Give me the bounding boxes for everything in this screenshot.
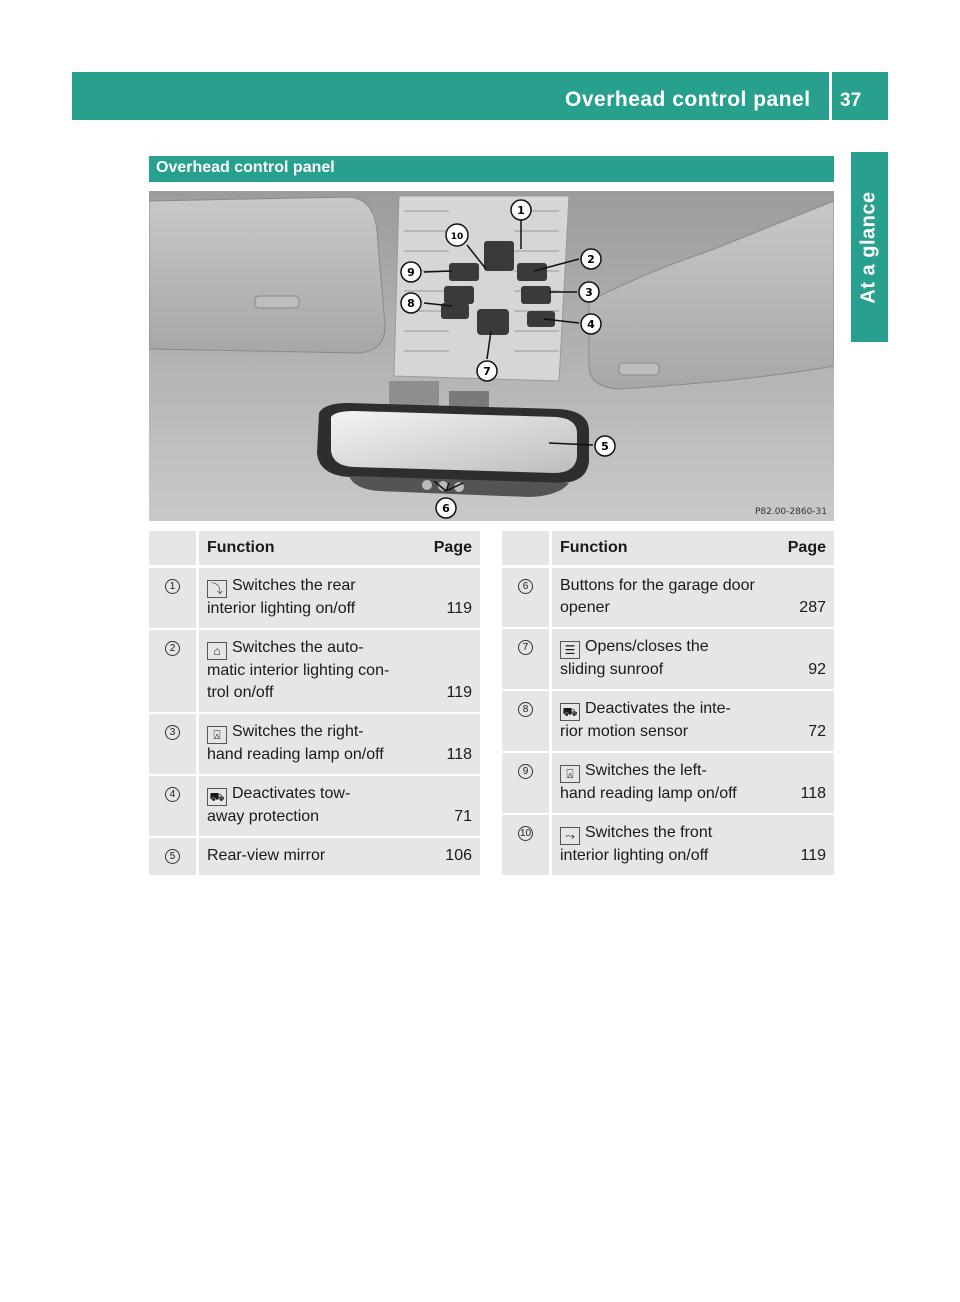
table-row [502, 568, 834, 629]
function-text-line1: Switches the front [585, 824, 713, 841]
overhead-panel-photo [149, 191, 834, 521]
function-text-line2: rior motion sensor [560, 723, 689, 740]
row-number [502, 629, 552, 691]
header-divider [829, 72, 832, 120]
row-page: 119 [420, 568, 480, 630]
function-text-line2: hand reading lamp on/off [560, 785, 737, 802]
row-page: 71 [420, 776, 480, 838]
row-page: 118 [774, 753, 834, 815]
function-table-right [502, 531, 834, 877]
auto-interior-light-off-icon: ⌂ [207, 642, 227, 660]
right-visor-clip [619, 363, 659, 375]
page-number: 37 [840, 90, 862, 111]
table-row [149, 630, 480, 714]
header-function: Function [552, 531, 774, 568]
row-number-marker: 8 [518, 702, 533, 717]
row-function [199, 776, 420, 838]
table-row [502, 753, 834, 815]
row-number-marker: 9 [518, 764, 533, 779]
function-text-line1: Deactivates tow- [232, 785, 351, 802]
callout-1: 1 [517, 204, 525, 217]
rear-interior-light-icon: ⤵ [207, 580, 227, 598]
interior-motion-off-icon: ⛟ [560, 703, 580, 721]
tow-away-off-icon: ⛟ [207, 788, 227, 806]
function-table-left [149, 531, 480, 877]
left-sun-visor [149, 197, 385, 353]
callout-10: 10 [450, 232, 464, 242]
row-number-marker: 4 [165, 787, 180, 802]
function-text-line1: Buttons for the garage door [560, 577, 755, 594]
section-title: Overhead control panel [156, 159, 335, 176]
row-number [149, 568, 199, 630]
row-number-marker: 2 [165, 641, 180, 656]
function-text-line2: hand reading lamp on/off [207, 746, 384, 763]
row-page: 118 [420, 714, 480, 776]
row-function [199, 630, 420, 714]
row-function [199, 714, 420, 776]
function-text-line2: interior lighting on/off [560, 847, 709, 864]
sunroof-icon: ☰ [560, 641, 580, 659]
row-page: 287 [774, 568, 834, 629]
function-text-line1: Switches the rear [232, 577, 356, 594]
function-text-line3: trol on/off [207, 684, 274, 701]
header-function: Function [199, 531, 420, 568]
function-text-line2: interior lighting on/off [207, 600, 356, 617]
function-text-line2: opener [560, 599, 610, 616]
callout-7: 7 [483, 365, 491, 378]
row-number-marker: 5 [165, 849, 180, 864]
callout-4: 4 [587, 318, 595, 331]
function-text-line1: Deactivates the inte- [585, 700, 731, 717]
function-text-line1: Switches the right- [232, 723, 364, 740]
table-header-row [502, 531, 834, 568]
row-number-marker: 3 [165, 725, 180, 740]
reading-lamp-icon: ⍓ [207, 726, 227, 744]
function-text-line2: sliding sunroof [560, 661, 664, 678]
row-page: 72 [774, 691, 834, 753]
row-number [502, 691, 552, 753]
callout-3: 3 [585, 286, 593, 299]
row-number [149, 714, 199, 776]
row-function [552, 753, 774, 815]
header-title: Overhead control panel [565, 88, 811, 111]
row-number-marker: 1 [165, 579, 180, 594]
function-text-line1: Switches the left- [585, 762, 707, 779]
row-number-marker: 10 [519, 828, 532, 839]
header-num [149, 531, 199, 568]
rear-view-mirror-glass [331, 411, 577, 473]
function-text-line1: Rear-view mirror [207, 847, 326, 864]
table-row [149, 568, 480, 630]
row-number [502, 568, 552, 629]
row-page: 92 [774, 629, 834, 691]
callout-5: 5 [601, 440, 609, 453]
left-visor-clip [255, 296, 299, 308]
header-page: Page [774, 531, 834, 568]
front-interior-light-icon: ⤳ [560, 827, 580, 845]
figure-code: P82.00-2860-31 [754, 507, 827, 517]
callout-9: 9 [407, 266, 415, 279]
row-function [552, 629, 774, 691]
row-number [502, 753, 552, 815]
row-function [552, 691, 774, 753]
table-row [149, 776, 480, 838]
callout-2: 2 [587, 253, 595, 266]
table-row [502, 629, 834, 691]
row-function [552, 568, 774, 629]
table-header-row [149, 531, 480, 568]
row-number-marker: 6 [518, 579, 533, 594]
row-function [552, 815, 774, 877]
header-page: Page [420, 531, 480, 568]
table-row [502, 815, 834, 877]
row-number [502, 815, 552, 877]
row-number [149, 838, 199, 877]
table-row [149, 714, 480, 776]
side-tab-label: At a glance [858, 190, 881, 304]
function-text-line1: Switches the auto- [232, 639, 364, 656]
callout-8: 8 [407, 297, 415, 310]
function-text-line2: matic interior lighting con- [207, 662, 390, 679]
row-function [199, 838, 420, 877]
function-text-line1: Opens/closes the [585, 638, 709, 655]
row-number [149, 776, 199, 838]
row-page: 119 [420, 630, 480, 714]
row-page: 119 [774, 815, 834, 877]
row-number-marker: 7 [518, 640, 533, 655]
function-text-line2: away protection [207, 808, 320, 825]
header-num [502, 531, 552, 568]
side-tab-label-wrap [851, 152, 888, 342]
row-number [149, 630, 199, 714]
table-row [149, 838, 480, 877]
reading-lamp-icon: ⍓ [560, 765, 580, 783]
table-row [502, 691, 834, 753]
row-function [199, 568, 420, 630]
callout-6: 6 [442, 502, 450, 515]
row-page: 106 [420, 838, 480, 877]
overhead-panel-illustration [149, 191, 834, 521]
